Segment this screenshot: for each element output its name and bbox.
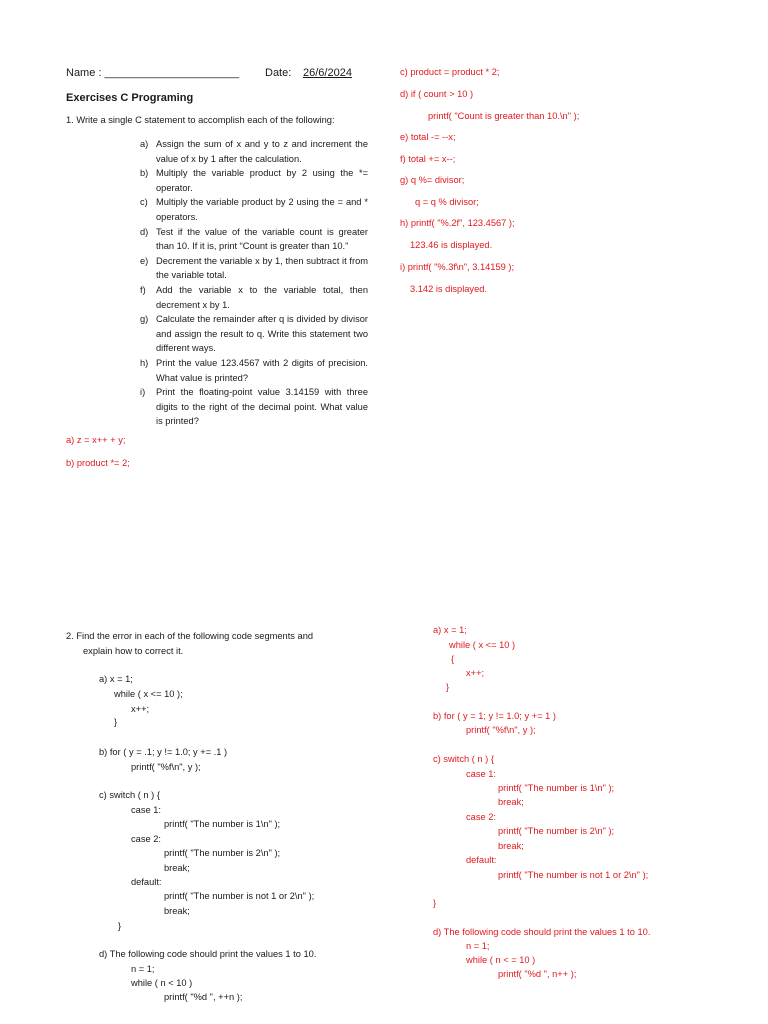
page-title: Exercises C Programing <box>66 92 194 104</box>
date-label: Date: <box>265 67 292 79</box>
fix-line: while ( n < = 10 ) <box>466 955 536 965</box>
answer-h: h) printf( "%.2f", 123.4567 ); <box>400 218 515 228</box>
code-line: printf( "%d ", ++n ); <box>164 992 243 1002</box>
code-line: x++; <box>131 704 150 714</box>
fix-line: a) x = 1; <box>433 625 467 635</box>
fix-line: n = 1; <box>466 941 490 951</box>
code-line: a) x = 1; <box>99 674 133 684</box>
q1-item-i: i) Print the floating-point value 3.14159 with three digits to the right of the decimal point. What value is printed? <box>140 387 368 427</box>
code-line: printf( "The number is 2\n" ); <box>164 848 281 858</box>
code-line: while ( n < 10 ) <box>131 978 193 988</box>
answer-i-result: 3.142 is displayed. <box>410 284 488 294</box>
answer-i: i) printf( "%.3f\n", 3.14159 ); <box>400 262 515 272</box>
code-line: n = 1; <box>131 964 155 974</box>
answer-g: g) q %= divisor; <box>400 175 465 185</box>
answer-d: d) if ( count > 10 ) <box>400 89 474 99</box>
code-line: } <box>118 921 122 931</box>
code-line: case 1: <box>131 805 161 815</box>
q1-item-e: e) Decrement the variable x by 1, then subtract it from the variable total. <box>140 255 368 281</box>
fix-line: } <box>433 898 437 908</box>
fix-line: printf( "The number is not 1 or 2\n" ); <box>498 870 649 880</box>
q1-item-h: h) Print the value 123.4567 with 2 digits of precision. What value is printed? <box>140 357 368 383</box>
fix-line: } <box>446 682 450 692</box>
q2-prompt-line-1: 2. Find the error in each of the following code segments and <box>66 631 314 641</box>
q1-item-list <box>140 137 368 429</box>
fix-line: printf( "%d ", n++ ); <box>498 969 577 979</box>
date-value: 26/6/2024 <box>303 67 352 79</box>
code-line: break; <box>164 906 190 916</box>
fix-line: x++; <box>466 668 485 678</box>
code-line: default: <box>131 877 162 887</box>
code-line: case 2: <box>131 834 161 844</box>
fix-line: break; <box>498 841 524 851</box>
q1-item-a: a) Assign the sum of x and y to z and increment the value of x by 1 after the calculation. <box>140 139 368 164</box>
fix-line: printf( "%f\n", y ); <box>466 725 536 735</box>
answer-c: c) product = product * 2; <box>400 67 500 77</box>
answer-g-alt: q = q % divisor; <box>415 197 479 207</box>
answer-b: b) product *= 2; <box>66 458 130 468</box>
q2-prompt-line-2: explain how to correct it. <box>83 646 184 656</box>
fix-line: printf( "The number is 2\n" ); <box>498 826 615 836</box>
code-line: while ( x <= 10 ); <box>114 689 183 699</box>
q1-item-f: f) Add the variable x to the variable total, then decrement x by 1. <box>140 284 368 310</box>
answer-d-body: printf( "Count is greater than 10.\n" ); <box>428 111 580 121</box>
code-line: d) The following code should print the values 1 to 10. <box>99 949 317 959</box>
answer-e: e) total -= --x; <box>400 132 456 142</box>
name-field-label: Name : ______________________ <box>66 67 240 79</box>
code-line: printf( "The number is 1\n" ); <box>164 819 281 829</box>
q1-prompt: 1. Write a single C statement to accomplish each of the following: <box>66 115 335 125</box>
fix-line: break; <box>498 797 524 807</box>
code-line: break; <box>164 863 190 873</box>
fix-line: case 1: <box>466 769 496 779</box>
q1-item-d: d) Test if the value of the variable count is greater than 10. If it is, print “Count is greater than 10.” <box>140 226 368 252</box>
q1-item-b: b) Multiply the variable product by 2 using the *= operator. <box>140 168 368 193</box>
answer-f: f) total += x--; <box>400 154 456 164</box>
fix-line: default: <box>466 855 497 865</box>
fix-line: case 2: <box>466 812 496 822</box>
code-line: printf( "%f\n", y ); <box>131 762 201 772</box>
q1-item-c: c) Multiply the variable product by 2 using the = and * operators. <box>140 197 368 222</box>
fix-line: b) for ( y = 1; y != 1.0; y += 1 ) <box>433 711 556 721</box>
code-line: b) for ( y = .1; y != 1.0; y += .1 ) <box>99 747 228 757</box>
fix-line: d) The following code should print the values 1 to 10. <box>433 927 651 937</box>
fix-line: printf( "The number is 1\n" ); <box>498 783 615 793</box>
code-line: printf( "The number is not 1 or 2\n" ); <box>164 891 315 901</box>
fix-line: c) switch ( n ) { <box>433 754 494 764</box>
code-line: c) switch ( n ) { <box>99 790 160 800</box>
code-line: } <box>114 717 118 727</box>
answer-h-result: 123.46 is displayed. <box>410 240 493 250</box>
fix-line: { <box>451 654 455 664</box>
answer-a: a) z = x++ + y; <box>66 435 126 445</box>
q1-item-g: g) Calculate the remainder after q is divided by divisor and assign the result to q. Write this statement two different ways. <box>140 314 368 354</box>
fix-line: while ( x <= 10 ) <box>449 640 516 650</box>
